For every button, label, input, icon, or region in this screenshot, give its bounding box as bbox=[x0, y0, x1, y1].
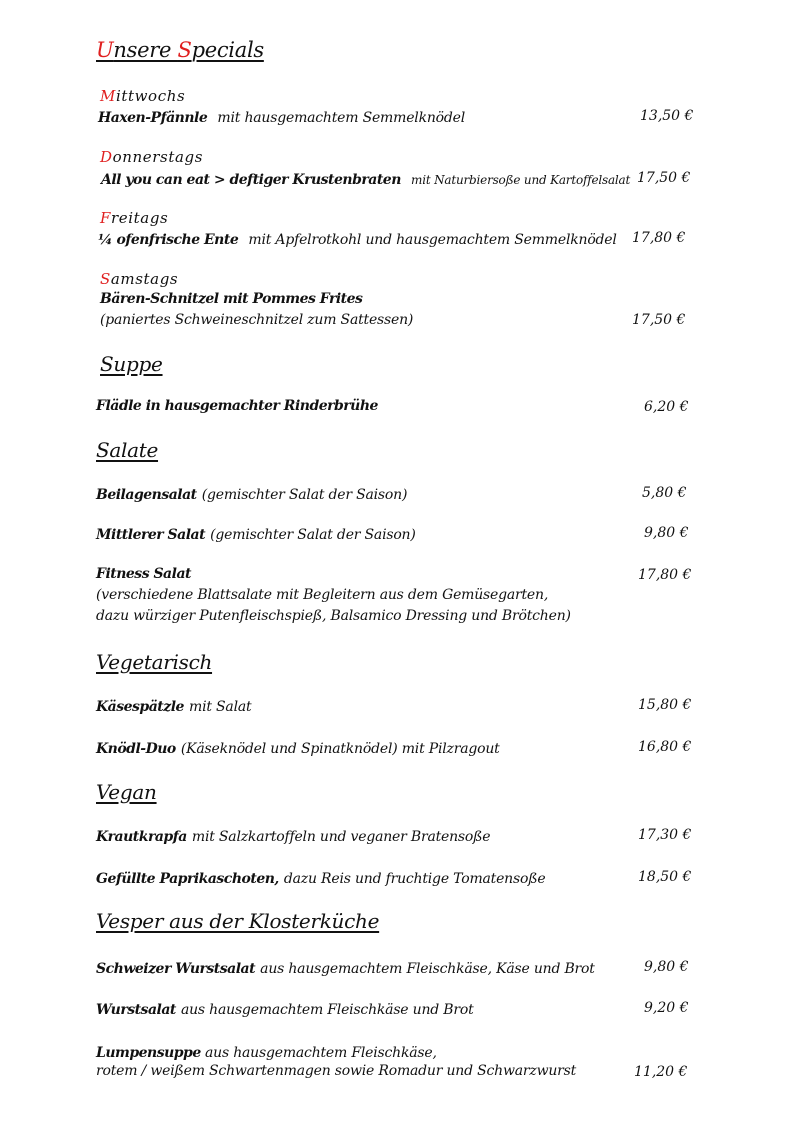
price: 9,80 € bbox=[644, 525, 689, 541]
section-heading-salate: Salate bbox=[96, 438, 159, 462]
price: 9,20 € bbox=[644, 1000, 689, 1016]
price: 11,20 € bbox=[634, 1064, 688, 1080]
price: 17,50 € bbox=[632, 312, 686, 328]
special-desc: (paniertes Schweineschnitzel zum Sattessen) bbox=[100, 312, 414, 328]
menu-item-desc: (verschiedene Blattsalate mit Begleitern aus dem Gemüsegarten, bbox=[96, 587, 549, 603]
special-day-saturday: Samstags bbox=[100, 270, 179, 288]
price: 17,80 € bbox=[638, 567, 692, 583]
menu-item-desc: rotem / weißem Schwartenmagen sowie Romadur und Schwarzwurst bbox=[96, 1063, 577, 1079]
menu-item-desc: dazu würziger Putenfleischspieß, Balsamico Dressing und Brötchen) bbox=[96, 608, 571, 624]
section-heading-vegetarisch: Vegetarisch bbox=[96, 650, 213, 674]
menu-item: Knödl-Duo (Käseknödel und Spinatknödel) mit Pilzragout bbox=[96, 741, 500, 757]
menu-item: Mittlerer Salat (gemischter Salat der Saison) bbox=[96, 527, 416, 543]
special-day-wednesday: Mittwochs bbox=[100, 87, 186, 105]
section-heading-vesper: Vesper aus der Klosterküche bbox=[96, 909, 380, 933]
special-dish-line: Haxen-Pfännle mit hausgemachtem Semmelknödel bbox=[98, 110, 466, 126]
price: 18,50 € bbox=[638, 869, 692, 885]
price: 9,80 € bbox=[644, 959, 689, 975]
price: 5,80 € bbox=[642, 485, 687, 501]
menu-item: Flädle in hausgemachter Rinderbrühe bbox=[96, 398, 378, 414]
special-day-thursday: Donnerstags bbox=[100, 148, 204, 166]
price: 17,30 € bbox=[638, 827, 692, 843]
menu-item: Schweizer Wurstsalat aus hausgemachtem Fleischkäse, Käse und Brot bbox=[96, 961, 595, 977]
menu-item: Lumpensuppe aus hausgemachtem Fleischkäse, bbox=[96, 1045, 437, 1061]
menu-item: Wurstsalat aus hausgemachtem Fleischkäse und Brot bbox=[96, 1002, 474, 1018]
price: 17,80 € bbox=[632, 230, 686, 246]
menu-item: Krautkrapfa mit Salzkartoffeln und veganer Bratensoße bbox=[96, 829, 491, 845]
menu-item: Gefüllte Paprikaschoten, dazu Reis und fruchtige Tomatensoße bbox=[96, 871, 546, 887]
price: 15,80 € bbox=[638, 697, 692, 713]
section-heading-suppe: Suppe bbox=[100, 352, 163, 376]
section-heading-vegan: Vegan bbox=[96, 780, 157, 804]
price: 13,50 € bbox=[640, 108, 694, 124]
price: 16,80 € bbox=[638, 739, 692, 755]
menu-item: Käsespätzle mit Salat bbox=[96, 699, 252, 715]
menu-item: Beilagensalat (gemischter Salat der Saison) bbox=[96, 487, 408, 503]
price: 17,50 € bbox=[637, 170, 691, 186]
special-dish-line: ¼ ofenfrische Ente mit Apfelrotkohl und hausgemachtem Semmelknödel bbox=[98, 232, 617, 248]
menu-item: Fitness Salat bbox=[96, 566, 191, 582]
special-day-friday: Freitags bbox=[100, 209, 169, 227]
price: 6,20 € bbox=[644, 399, 689, 415]
page-title: Unsere Specials bbox=[96, 38, 264, 62]
special-dish-line: All you can eat > deftiger Krustenbraten mit Naturbiersoße und Kartoffelsalat bbox=[101, 172, 631, 188]
special-dish: Bären-Schnitzel mit Pommes Frites bbox=[100, 291, 363, 307]
